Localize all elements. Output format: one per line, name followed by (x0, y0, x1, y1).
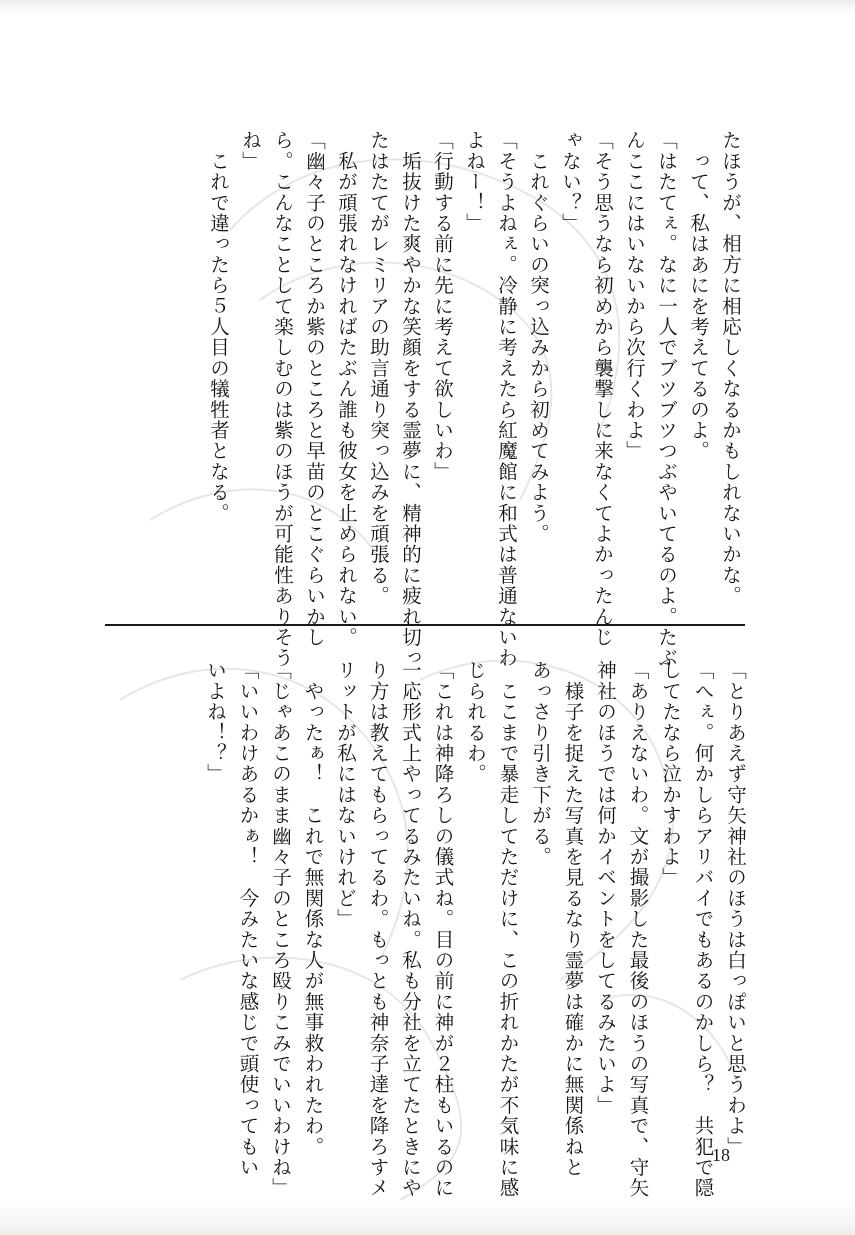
text-column: 様子を捉えた写真を見るなり霊夢は確かに無関係ねと (561, 660, 585, 1178)
text-column: 「はたてぇ。なに一人でブツブツつぶやいてるのよ。たぶ (655, 130, 678, 669)
text-column: ここまで暴走してただけに、この折れかたが不気味に感 (496, 660, 520, 1199)
section-divider (105, 624, 745, 626)
text-column: ね」 (239, 130, 262, 172)
text-column: ゃない？」 (559, 130, 582, 234)
text-column: 「幽々子のところか紫のところと早苗のとこぐらいかし (303, 130, 326, 648)
page-number: 18 (712, 1145, 730, 1165)
text-column: 「これは神降ろしの儀式ね。目の前に神が２柱もいるのに (431, 660, 455, 1199)
text-column: 「行動する前に先に考えて欲しいわ」 (431, 130, 454, 482)
text-column: 「ありえないわ。文が撮影した最後のほうの写真で、守矢 (626, 660, 650, 1199)
text-column: 垢抜けた爽やかな笑顔をする霊夢に、精神的に疲れ切っ (399, 130, 422, 669)
text-column: ら。こんなことして楽しむのは紫のほうが可能性ありそう (271, 130, 294, 669)
text-column: たはたてがレミリアの助言通り突っ込みを頑張る。 (367, 130, 390, 607)
text-column: 神社のほうでは何かイベントをしてるみたいよ」 (594, 660, 617, 1116)
text-column: たほうが、相方に相応しくなるかもしれないかな。 (719, 130, 742, 607)
text-column: って、私はあにを考えてるのよ。 (687, 130, 710, 462)
upper-text-block (196, 130, 742, 669)
text-column: よねー！」 (463, 130, 486, 234)
text-column: あっさり引き下がる。 (529, 660, 552, 867)
text-column: 「へぇ。何かしらアリバイでもあるのかしら？ 共犯で隠 (691, 660, 715, 1199)
text-column: リットが私にはないけれど」 (334, 660, 357, 930)
text-column: んここにはいないから次行くわよ」 (623, 130, 646, 462)
text-column: してたなら泣かすわよ」 (659, 660, 682, 888)
text-column: 「じゃあこのまま幽々子のところ殴りこみでいいわけね」 (269, 660, 292, 1199)
text-column: じられるわ。 (464, 660, 487, 785)
text-column: 「とりあえず守矢神社のほうは白っぽいと思うわよ」 (724, 660, 747, 1157)
text-column: 「そう思うなら初めから襲撃しに来なくてよかったんじ (591, 130, 614, 648)
text-column: 「そうよねぇ。冷静に考えたら紅魔館に和式は普通ないわ (495, 130, 518, 669)
text-column: これで違ったら５人目の犠牲者となる。 (207, 130, 230, 524)
text-column: 私が頑張れなければたぶん誰も彼女を止められない。 (335, 130, 358, 648)
text-column: これぐらいの突っ込みから初めてみよう。 (527, 130, 550, 544)
text-column: 「いいわけあるかぁ！ 今みたいな感じで頭使ってもい (236, 660, 260, 1178)
text-column: いよね！？」 (204, 660, 227, 785)
text-column: り方は教えてもらってるわ。もっとも神奈子達を降ろすメ (366, 660, 390, 1199)
text-column: 一応形式上やってるみたいね。私も分社を立てたときにや (399, 660, 422, 1199)
text-column: やったぁ！ これで無関係な人が無事救われたわ。 (301, 660, 325, 1157)
